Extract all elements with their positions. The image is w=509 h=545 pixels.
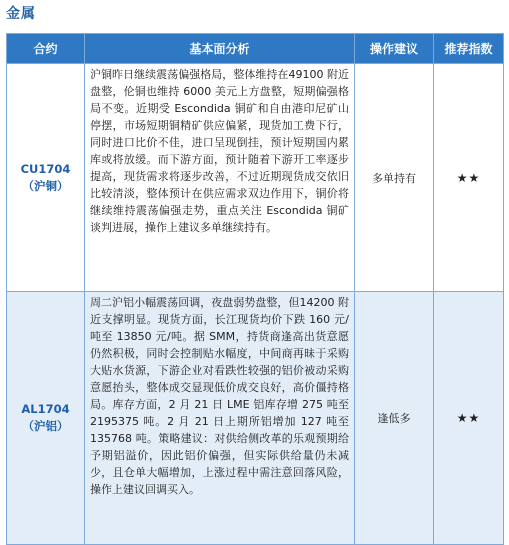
advice-cell: 逢低多: [355, 292, 434, 545]
section-title: 金属: [6, 6, 36, 22]
table-row: [7, 292, 504, 545]
contract-name: （沪铜）: [22, 178, 69, 193]
contract-cell: [7, 292, 85, 545]
advice-cell: 多单持有: [355, 64, 434, 292]
header-advice: 操作建议: [355, 34, 434, 64]
analysis-cell: 沪铜昨日继续震荡偏强格局，整体维持在49100 附近盘整，伦铜也维持 6000 美元上方盘整，短期偏强格局不变。近期受 Escondida 铜矿和自由港印尼矿山停摆，市场短期铜精矿供应偏紧，现货加工费下行，同时进口比价不佳，进口呈现倒挂，预计短期国内累库或将放缓。而下游方面，预计随着下游开工率逐步提高，现货需求将逐步改善，不过近期现货成交依旧比较清淡，整体预计在供应需求双边作用下，铜价将继续维持震荡偏强走势，重点关注 Escondida 铜矿谈判进展，操作上建议多单继续持有。: [85, 64, 355, 292]
contract-name: （沪铝）: [22, 419, 69, 433]
contract-code: AL1704: [21, 402, 70, 416]
header-analysis: 基本面分析: [85, 34, 355, 64]
contract-cell: [7, 64, 85, 292]
header-index: 推荐指数: [434, 34, 504, 64]
table-row: [7, 64, 504, 292]
table-header-row: [7, 34, 504, 64]
rating-stars: ★★: [434, 292, 504, 545]
rating-stars: ★★: [434, 64, 504, 292]
contract-code: CU1704: [20, 161, 71, 176]
header-contract: 合约: [7, 34, 85, 64]
analysis-cell: 周二沪铝小幅震荡回调，夜盘弱势盘整，但14200 附近支撑明显。现货方面，长江现货均价下跌 160 元/吨至 13850 元/吨。据 SMM，持货商逢高出货意愿仍然积极，同时会控制贴水幅度，中间商再昧于采购大贴水货源，下游企业对看跌性较强的铝价被动采购意愿抬头，整体成交显现低价成交良好，高价僵持格局。库存方面，2 月 21 日 LME 铝库存增 275 吨至2195375 吨。2 月 21 日上期所铝增加 127 吨至 135768 吨。策略建议：对供给侧改革的乐观预期给予期铝溢价，因此铝价偏强，但实际供给量仍未减少，且仓单大幅增加，上涨过程中需注意回落风险，操作上建议回调买入。: [85, 292, 355, 545]
metals-table: [6, 33, 504, 545]
